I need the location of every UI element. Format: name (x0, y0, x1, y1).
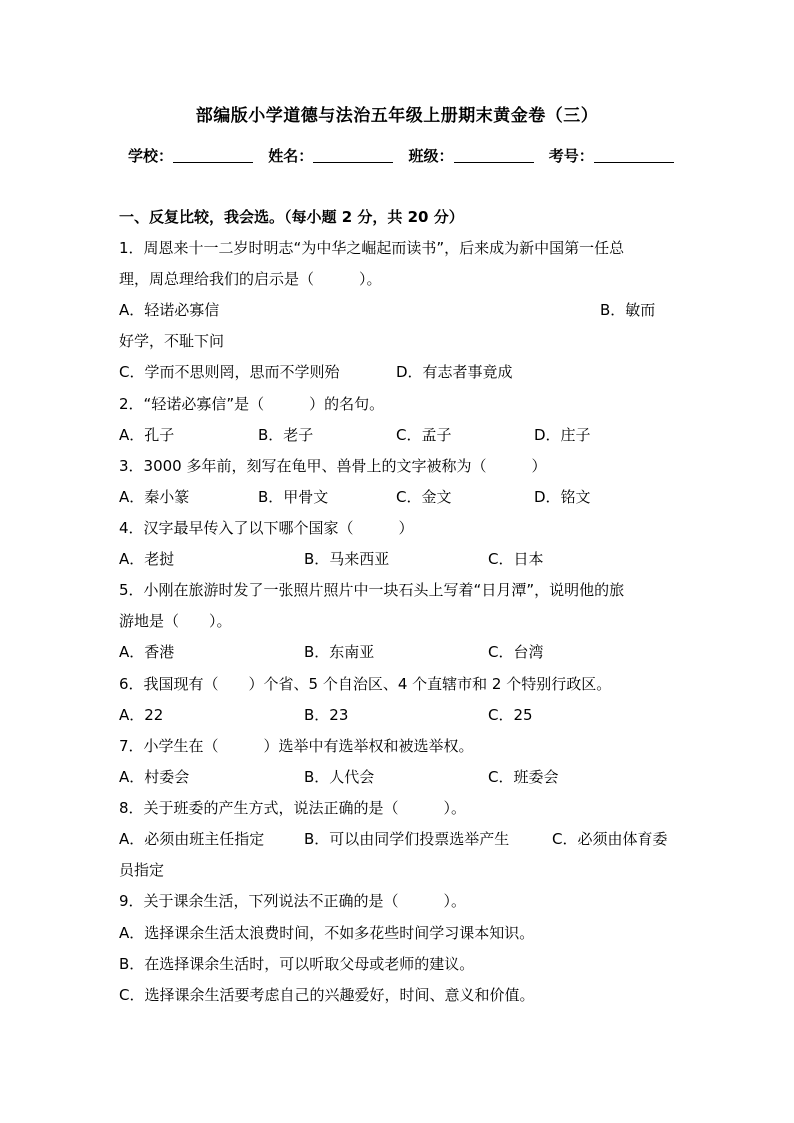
question-4-stem: 4．汉字最早传入了以下哪个国家（ ） (119, 519, 414, 537)
option-d: D．庄子 (534, 426, 591, 444)
question-1-stem-line-2: 理，周总理给我们的启示是（ ）。 (119, 270, 382, 288)
option-d: D．铭文 (534, 488, 591, 506)
student-info-row (128, 145, 688, 166)
option-b: B．东南亚 (304, 643, 375, 661)
option-b: B．老子 (258, 426, 314, 444)
question-7-stem: 7．小学生在（ ）选举中有选举权和被选举权。 (119, 737, 474, 755)
option-c: C．25 (488, 706, 533, 724)
option-d: D．有志者事竟成 (396, 363, 513, 381)
option-c: C．选择课余生活要考虑自己的兴趣爱好，时间、意义和价值。 (119, 986, 535, 1004)
option-b: B．在选择课余生活时，可以听取父母或老师的建议。 (119, 955, 475, 973)
option-c: C．班委会 (488, 768, 559, 786)
option-a: A．秦小篆 (119, 488, 190, 506)
option-c: C．学而不思则罔，思而不学则殆 (119, 363, 340, 381)
question-5-stem-line-2: 游地是（ ）。 (119, 612, 232, 630)
option-c: C．金文 (396, 488, 452, 506)
question-6-stem: 6．我国现有（ ）个省、5 个自治区、4 个直辖市和 2 个特别行政区。 (119, 675, 612, 693)
option-b: B．敏而 (600, 301, 656, 319)
question-2-stem: 2．“轻诺必寡信”是（ ）的名句。 (119, 395, 385, 413)
option-a: A．孔子 (119, 426, 175, 444)
name-label: 姓名： (268, 147, 314, 165)
option-a: A．香港 (119, 643, 175, 661)
option-c: C．台湾 (488, 643, 544, 661)
option-b: B．马来西亚 (304, 550, 390, 568)
option-a: A．轻诺必寡信 (119, 301, 220, 319)
option-c: C．日本 (488, 550, 544, 568)
name-blank (313, 148, 393, 163)
section-heading: 一、反复比较，我会选。（每小题 2 分，共 20 分） (119, 208, 464, 226)
option-b-continuation: 好学，不耻下问 (119, 332, 225, 350)
option-c: C．孟子 (396, 426, 452, 444)
option-b: B．甲骨文 (258, 488, 329, 506)
option-a: A．老挝 (119, 550, 175, 568)
school-blank (173, 148, 253, 163)
question-1-stem-line-1: 1．周恩来十一二岁时明志“为中华之崛起而读书”，后来成为新中国第一任总 (119, 239, 625, 257)
option-a: A．22 (119, 706, 164, 724)
option-b: B．可以由同学们投票选举产生 (304, 830, 510, 848)
question-9-stem: 9．关于课余生活，下列说法不正确的是（ ）。 (119, 892, 467, 910)
option-c-continuation: 员指定 (119, 861, 165, 879)
exam-no-label: 考号： (548, 147, 594, 165)
option-b: B．23 (304, 706, 349, 724)
exam-no-blank (594, 148, 674, 163)
option-c: C．必须由体育委 (552, 830, 668, 848)
question-3-stem: 3．3000 多年前，刻写在龟甲、兽骨上的文字被称为（ ） (119, 457, 547, 475)
option-a: A．村委会 (119, 768, 190, 786)
class-blank (454, 148, 534, 163)
question-8-stem: 8．关于班委的产生方式，说法正确的是（ ）。 (119, 799, 467, 817)
school-label: 学校： (128, 147, 174, 165)
class-label: 班级： (408, 147, 454, 165)
question-5-stem-line-1: 5．小刚在旅游时发了一张照片照片中一块石头上写着“日月潭”，说明他的旅 (119, 581, 625, 599)
option-a: A．选择课余生活太浪费时间，不如多花些时间学习课本知识。 (119, 924, 535, 942)
option-a: A．必须由班主任指定 (119, 830, 265, 848)
option-b: B．人代会 (304, 768, 375, 786)
page-title: 部编版小学道德与法治五年级上册期末黄金卷（三） (195, 106, 599, 126)
